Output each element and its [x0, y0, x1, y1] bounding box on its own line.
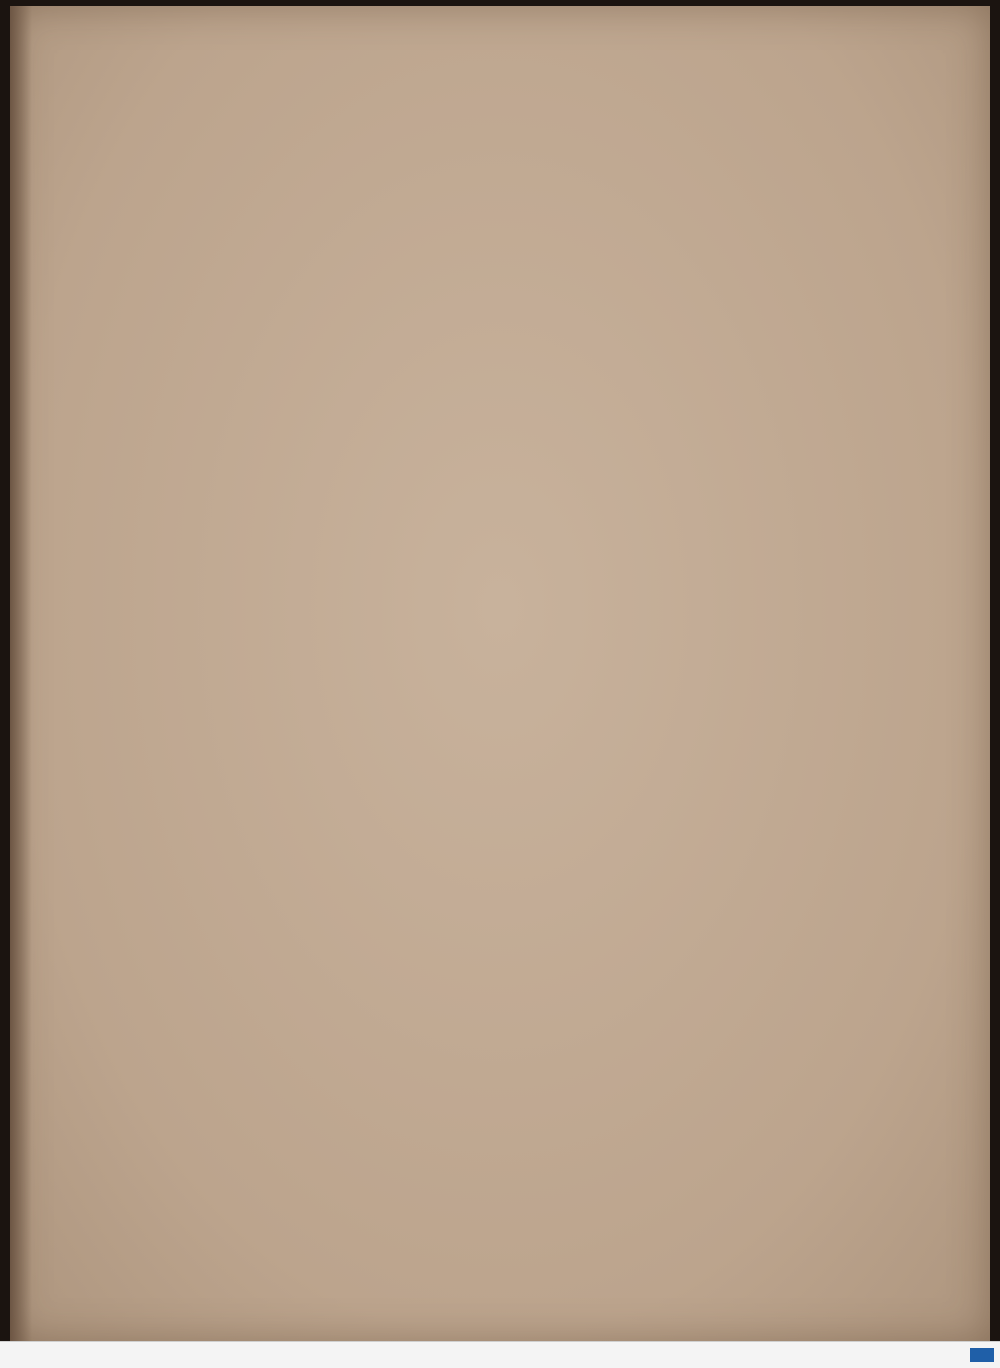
- footer-bar: [0, 1341, 1000, 1368]
- book-page: [10, 6, 990, 1342]
- page-gutter-shadow: [10, 6, 32, 1342]
- dfg-logo: [970, 1348, 994, 1362]
